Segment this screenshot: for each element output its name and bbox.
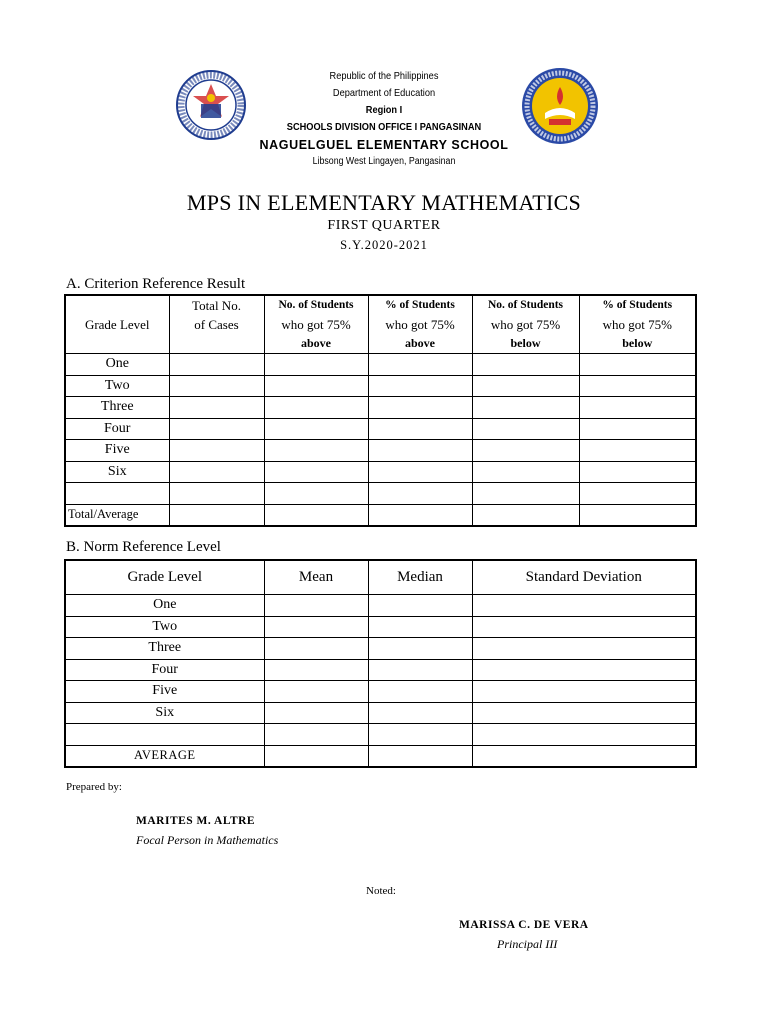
table-row	[65, 461, 696, 483]
header-grade-level-text: Grade Level	[84, 317, 150, 332]
cell[interactable]	[169, 397, 264, 419]
section-a-title: A. Criterion Reference Result	[66, 276, 246, 292]
norm-reference-table	[64, 559, 697, 768]
table-row	[65, 375, 696, 397]
table-row	[65, 397, 696, 419]
table-row	[65, 616, 696, 638]
school-year: S.Y.2020-2021	[340, 238, 428, 252]
cell[interactable]	[579, 483, 696, 505]
cell[interactable]	[264, 483, 368, 505]
header-mean: Mean	[264, 560, 368, 595]
header-no-below-line2: who got 75%	[490, 317, 561, 332]
cell[interactable]	[579, 397, 696, 419]
cell[interactable]	[368, 375, 472, 397]
cell[interactable]	[368, 595, 472, 617]
section-b-title: B. Norm Reference Level	[66, 539, 221, 555]
noted-label: Noted:	[366, 885, 396, 897]
cell[interactable]	[368, 504, 472, 526]
page-title: MPS IN ELEMENTARY MATHEMATICS	[186, 190, 582, 215]
cell[interactable]	[472, 375, 579, 397]
row-label: Four	[65, 418, 169, 440]
header-pct-below	[579, 295, 696, 354]
prepared-by-label: Prepared by:	[66, 781, 122, 793]
cell[interactable]	[368, 397, 472, 419]
cell[interactable]	[472, 483, 579, 505]
cell[interactable]	[472, 504, 579, 526]
table-row	[65, 702, 696, 724]
cell[interactable]	[472, 354, 579, 376]
cell[interactable]	[368, 659, 472, 681]
cell[interactable]	[472, 659, 696, 681]
header-no-above	[264, 295, 368, 354]
cell[interactable]	[472, 595, 696, 617]
header-standard-deviation: Standard Deviation	[472, 560, 696, 595]
header-pct-below-line1: % of Students	[602, 299, 673, 311]
cell[interactable]	[264, 504, 368, 526]
cell[interactable]	[169, 504, 264, 526]
header-pct-above-line1: % of Students	[385, 299, 455, 311]
header-grade-level	[65, 295, 169, 354]
cell[interactable]	[368, 440, 472, 462]
header-pct-below-line3: below	[622, 336, 653, 350]
row-label: Two	[65, 616, 264, 638]
cell[interactable]	[579, 354, 696, 376]
table-row	[65, 595, 696, 617]
row-label: Five	[65, 440, 169, 462]
cell[interactable]	[472, 702, 696, 724]
cell[interactable]	[264, 681, 368, 703]
row-label: Six	[65, 702, 264, 724]
prepared-by-name: MARITES M. ALTRE	[136, 815, 256, 827]
cell[interactable]	[368, 461, 472, 483]
cell[interactable]	[368, 681, 472, 703]
cell[interactable]	[472, 616, 696, 638]
row-label: One	[65, 595, 264, 617]
prepared-by-role: Focal Person in Mathematics	[136, 833, 279, 847]
table-row-average	[65, 745, 696, 767]
cell[interactable]	[264, 702, 368, 724]
average-label: AVERAGE	[65, 745, 264, 767]
cell[interactable]	[368, 354, 472, 376]
header-line-region: Region I	[365, 104, 403, 116]
noted-by-role: Principal III	[497, 937, 558, 951]
table-row	[65, 659, 696, 681]
cell[interactable]	[169, 440, 264, 462]
header-pct-above	[368, 295, 472, 354]
header-line-division: SCHOOLS DIVISION OFFICE I PANGASINAN	[286, 121, 482, 133]
header-no-below-line1: No. of Students	[487, 299, 564, 311]
table-row	[65, 440, 696, 462]
table-row	[65, 354, 696, 376]
cell[interactable]	[472, 418, 579, 440]
header-no-above-line1: No. of Students	[278, 299, 354, 311]
row-label: Three	[65, 397, 169, 419]
cell[interactable]	[472, 397, 579, 419]
cell[interactable]	[368, 702, 472, 724]
cell[interactable]	[368, 483, 472, 505]
school-address: Libsong West Lingayen, Pangasinan	[312, 156, 456, 167]
row-label: Five	[65, 681, 264, 703]
row-label: One	[65, 354, 169, 376]
header-no-below-line3: below	[510, 336, 541, 350]
header-line-department: Department of Education	[332, 87, 436, 99]
row-label: Two	[65, 375, 169, 397]
criterion-reference-table	[64, 294, 697, 527]
header-total-cases	[169, 295, 264, 354]
cell[interactable]	[264, 418, 368, 440]
table-row	[65, 638, 696, 660]
cell[interactable]	[264, 354, 368, 376]
table-row	[65, 724, 696, 746]
cell[interactable]	[472, 638, 696, 660]
cell[interactable]	[368, 418, 472, 440]
row-label	[65, 724, 264, 746]
cell[interactable]	[264, 724, 368, 746]
cell[interactable]	[169, 354, 264, 376]
table-row	[65, 418, 696, 440]
header-pct-below-line2: who got 75%	[602, 317, 672, 332]
header-line-republic: Republic of the Philippines	[329, 70, 439, 82]
cell[interactable]	[264, 440, 368, 462]
total-average-label: Total/Average	[65, 504, 169, 526]
noted-by-name: MARISSA C. DE VERA	[459, 919, 589, 931]
letterhead	[0, 68, 768, 170]
cell[interactable]	[579, 375, 696, 397]
school-name: NAGUELGUEL ELEMENTARY SCHOOL	[259, 138, 509, 152]
table-row	[65, 483, 696, 505]
cell[interactable]	[579, 504, 696, 526]
table-row-total	[65, 504, 696, 526]
cell[interactable]	[579, 418, 696, 440]
header-total-line2: of Cases	[194, 317, 239, 332]
cell[interactable]	[169, 483, 264, 505]
table-header-row	[65, 295, 696, 354]
cell[interactable]	[169, 461, 264, 483]
cell[interactable]	[264, 461, 368, 483]
cell[interactable]	[264, 745, 368, 767]
header-total-line1: Total No.	[192, 298, 241, 313]
cell[interactable]	[264, 659, 368, 681]
row-label	[65, 483, 169, 505]
cell[interactable]	[579, 461, 696, 483]
quarter-label: FIRST QUARTER	[327, 218, 441, 233]
cell[interactable]	[368, 616, 472, 638]
table-header-row	[65, 560, 696, 595]
cell[interactable]	[472, 681, 696, 703]
row-label: Four	[65, 659, 264, 681]
cell[interactable]	[472, 440, 579, 462]
cell[interactable]	[264, 397, 368, 419]
cell[interactable]	[264, 375, 368, 397]
row-label: Six	[65, 461, 169, 483]
cell[interactable]	[264, 638, 368, 660]
cell[interactable]	[169, 375, 264, 397]
cell[interactable]	[264, 616, 368, 638]
header-pct-above-line2: who got 75%	[385, 317, 455, 332]
header-no-above-line2: who got 75%	[281, 317, 351, 332]
header-pct-above-line3: above	[405, 336, 435, 350]
cell[interactable]	[472, 745, 696, 767]
cell[interactable]	[169, 418, 264, 440]
cell[interactable]	[368, 724, 472, 746]
row-label: Three	[65, 638, 264, 660]
header-no-above-line3: above	[301, 336, 331, 350]
table-row	[65, 681, 696, 703]
header-grade-level: Grade Level	[65, 560, 264, 595]
cell[interactable]	[264, 595, 368, 617]
cell[interactable]	[368, 638, 472, 660]
cell[interactable]	[472, 461, 579, 483]
header-median: Median	[368, 560, 472, 595]
cell[interactable]	[579, 440, 696, 462]
cell[interactable]	[472, 724, 696, 746]
cell[interactable]	[368, 745, 472, 767]
header-no-below	[472, 295, 579, 354]
